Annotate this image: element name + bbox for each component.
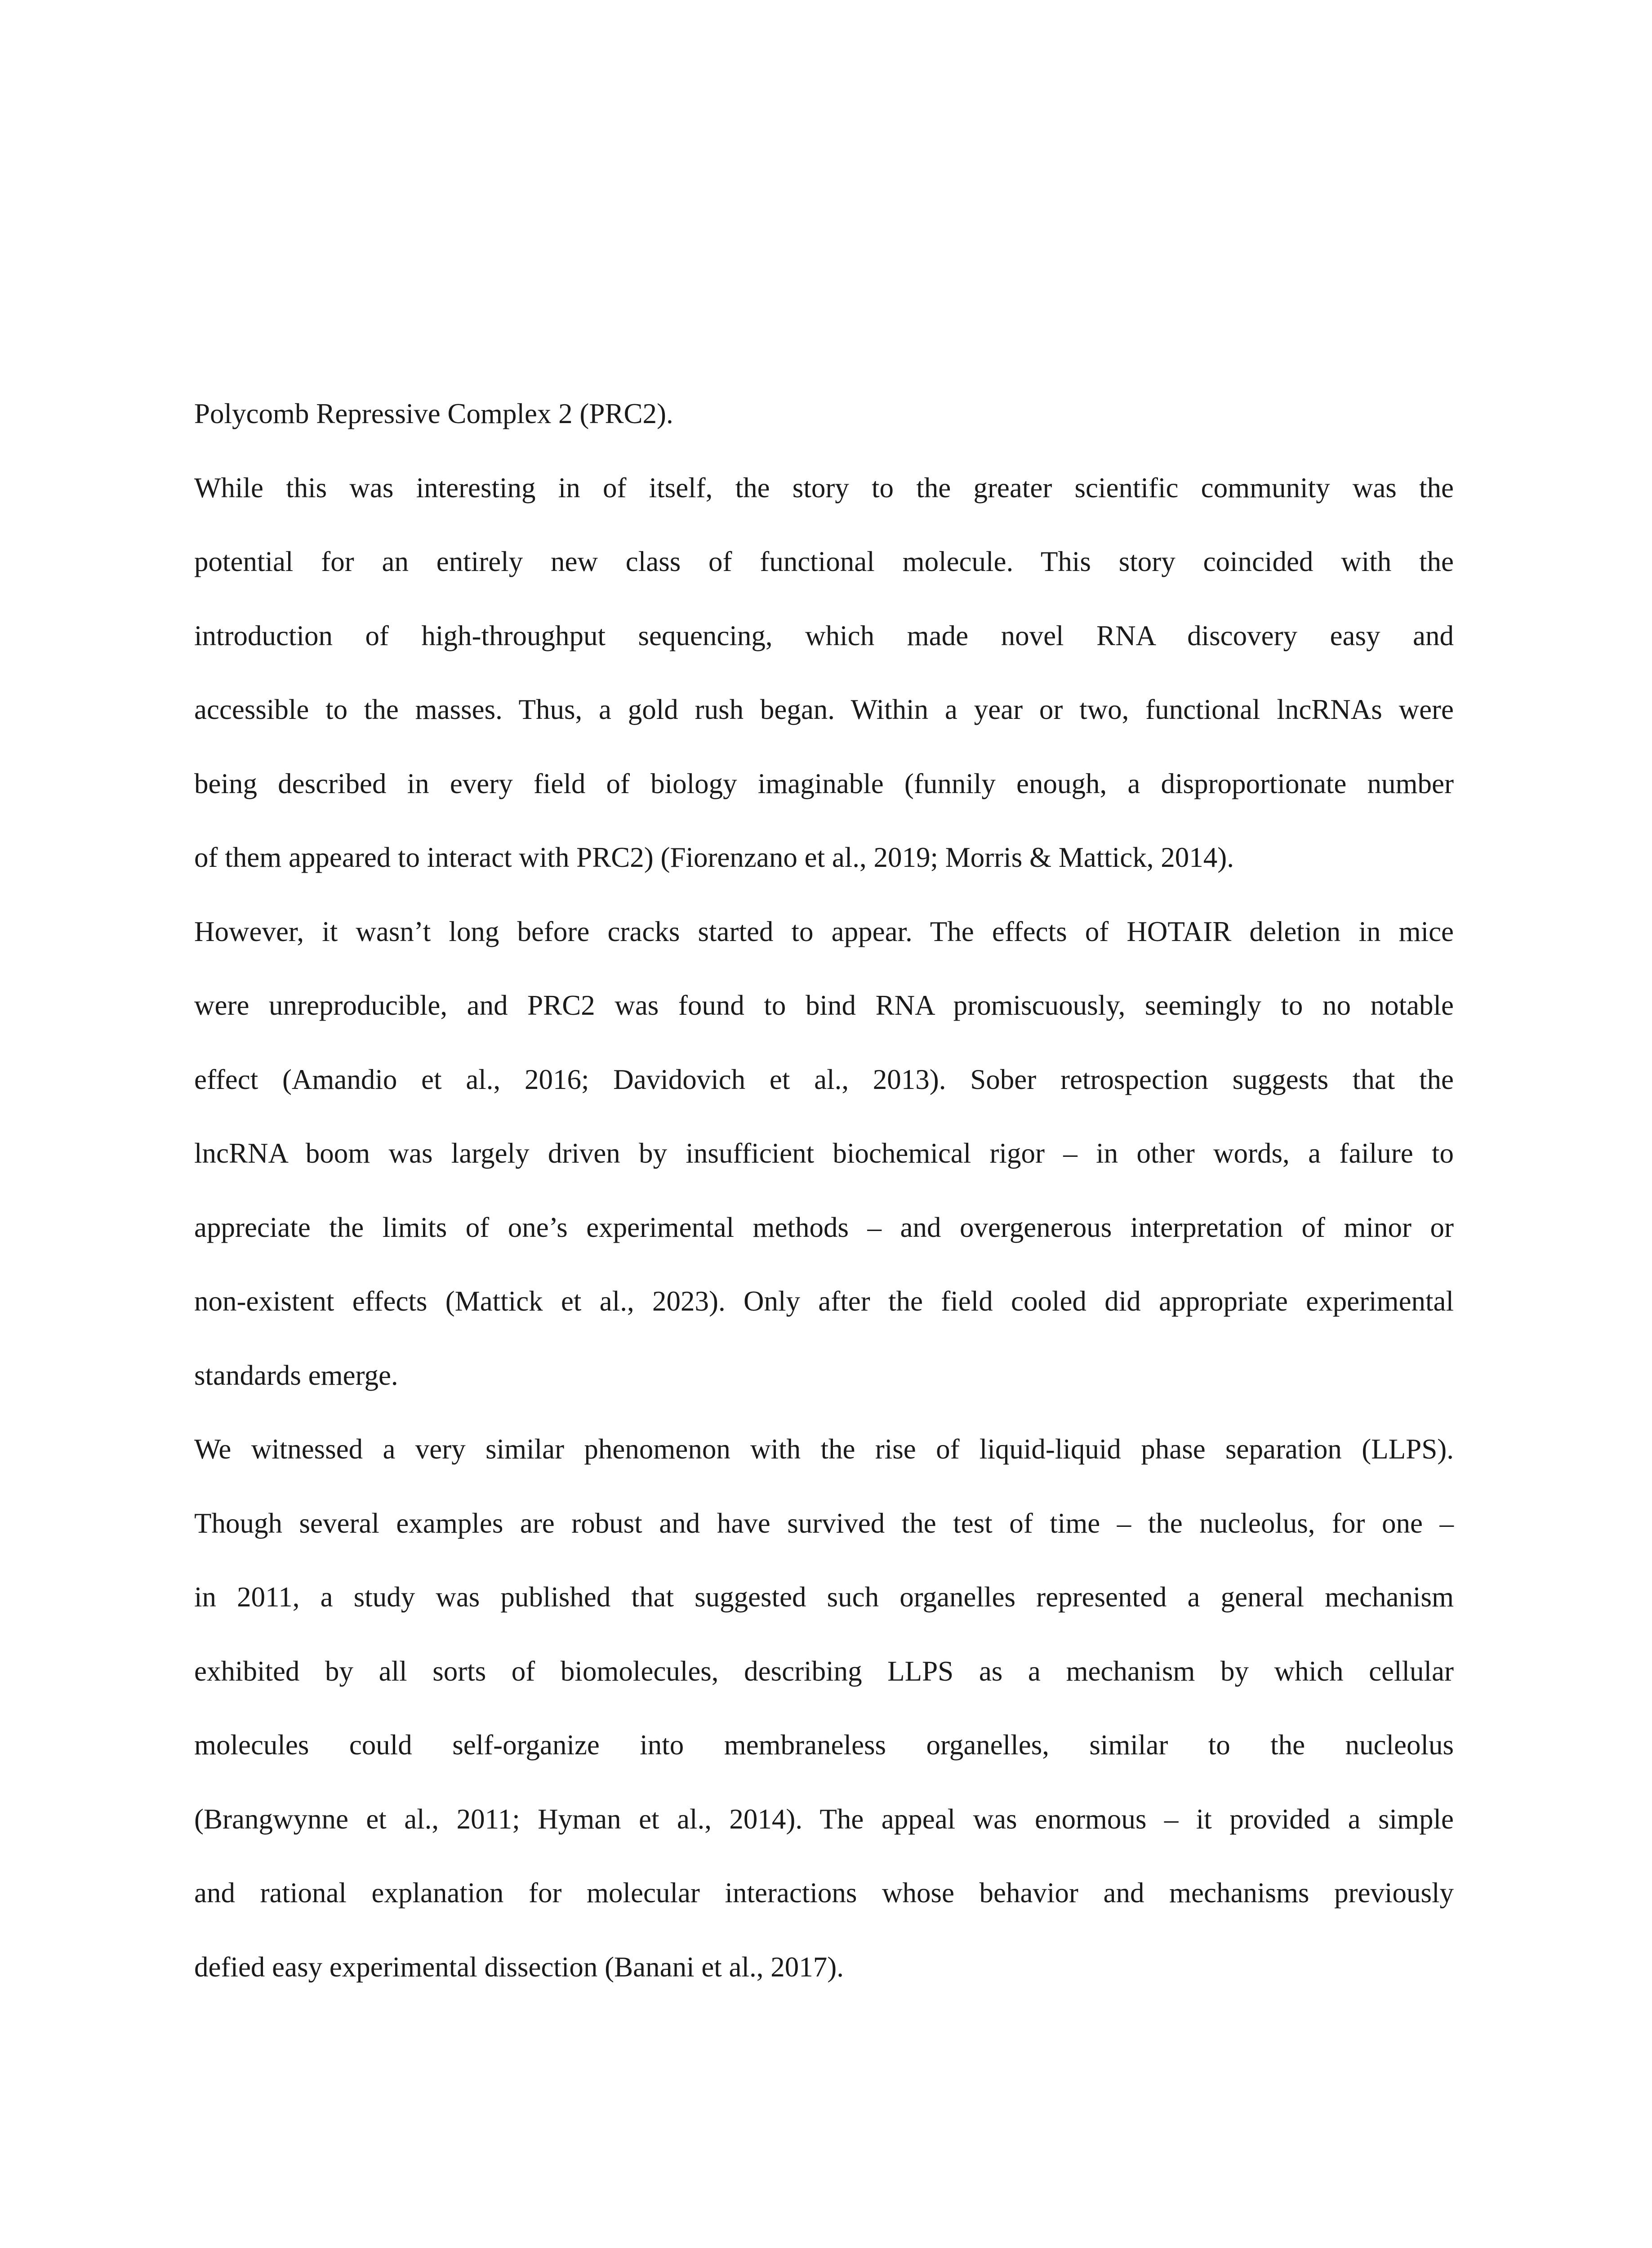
text-line: lncRNA boom was largely driven by insufficient biochemical rigor – in other words, a failure to — [194, 1137, 1454, 1169]
text-line: accessible to the masses. Thus, a gold rush began. Within a year or two, functional lncRNAs were — [194, 694, 1454, 725]
text-line: exhibited by all sorts of biomolecules, describing LLPS as a mechanism by which cellular — [194, 1655, 1454, 1687]
text-line: (Brangwynne et al., 2011; Hyman et al., 2014). The appeal was enormous – it provided a simple — [194, 1803, 1454, 1835]
text-line: Though several examples are robust and have survived the test of time – the nucleolus, for one – — [194, 1507, 1454, 1539]
text-line: effect (Amandio et al., 2016; Davidovich et al., 2013). Sober retrospection suggests that the — [194, 1063, 1454, 1095]
text-line: Polycomb Repressive Complex 2 (PRC2). — [194, 398, 673, 429]
text-line: and rational explanation for molecular interactions whose behavior and mechanisms previously — [194, 1877, 1454, 1909]
text-line: were unreproducible, and PRC2 was found to bind RNA promiscuously, seemingly to no notable — [194, 990, 1454, 1021]
body-text — [194, 377, 1454, 2004]
text-line: standards emerge. — [194, 1359, 398, 1391]
text-line: However, it wasn’t long before cracks started to appear. The effects of HOTAIR deletion in mice — [194, 915, 1454, 947]
text-line: appreciate the limits of one’s experimental methods – and overgenerous interpretation of minor or — [194, 1211, 1454, 1243]
text-line: in 2011, a study was published that suggested such organelles represented a general mechanism — [194, 1581, 1454, 1613]
text-line: of them appeared to interact with PRC2) (Fiorenzano et al., 2019; Morris & Mattick, 2014). — [194, 842, 1234, 873]
text-line: introduction of high-throughput sequencing, which made novel RNA discovery easy and — [194, 620, 1454, 651]
text-line: We witnessed a very similar phenomenon with the rise of liquid-liquid phase separation (LLPS). — [194, 1433, 1454, 1465]
text-line: potential for an entirely new class of functional molecule. This story coincided with the — [194, 546, 1454, 577]
text-line: non-existent effects (Mattick et al., 2023). Only after the field cooled did appropriate experimental — [194, 1285, 1454, 1317]
text-line: being described in every field of biology imaginable (funnily enough, a disproportionate number — [194, 767, 1454, 799]
text-line: molecules could self-organize into membraneless organelles, similar to the nucleolus — [194, 1729, 1454, 1761]
text-line: defied easy experimental dissection (Banani et al., 2017). — [194, 1951, 844, 1983]
text-line: While this was interesting in of itself, the story to the greater scientific community was the — [194, 472, 1454, 504]
